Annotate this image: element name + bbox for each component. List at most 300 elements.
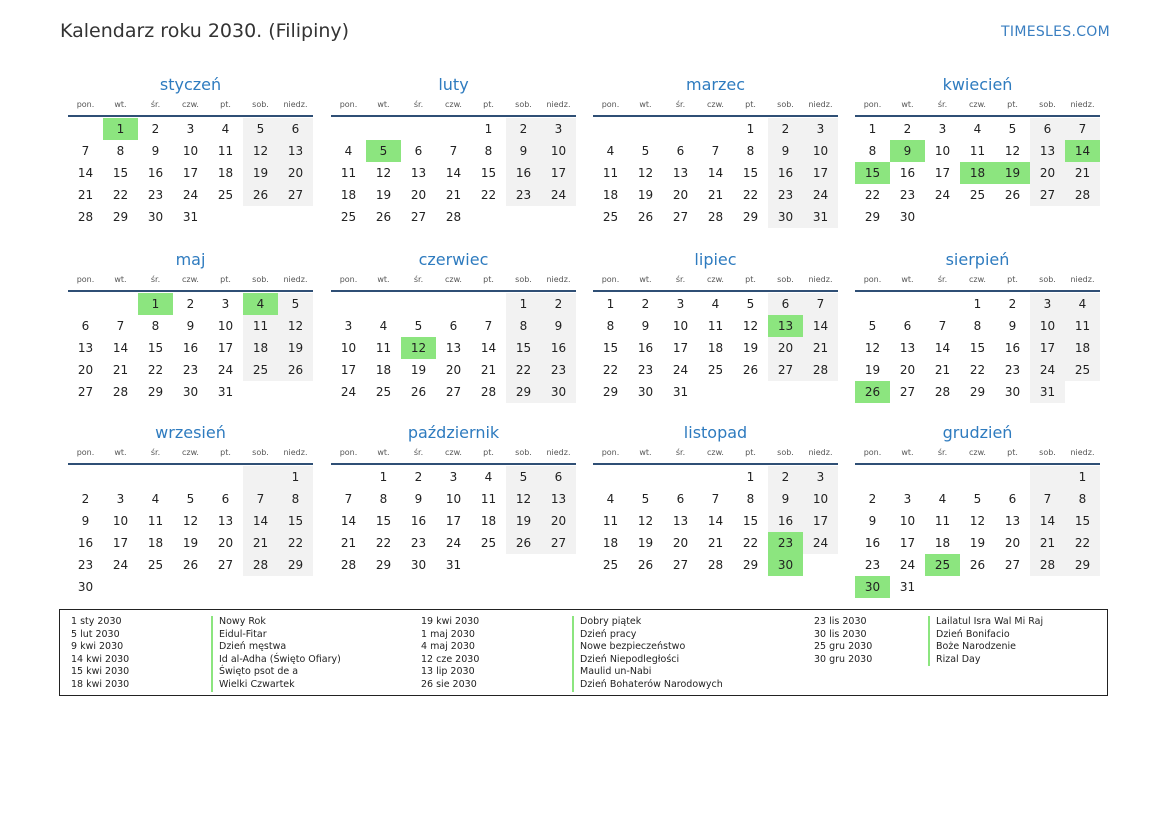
day-cell: 4	[379, 319, 388, 333]
day-cell: 24	[541, 184, 576, 206]
month-5	[68, 246, 313, 403]
holiday-date: 12 cze 2030	[421, 653, 480, 665]
weekday-label: pon.	[601, 275, 620, 284]
empty-cell	[68, 466, 103, 488]
weekday-label: czw.	[707, 100, 724, 109]
day-cell: 19	[243, 162, 278, 184]
day-cell: 15	[602, 341, 619, 355]
weekday-header	[593, 447, 838, 465]
month-2	[331, 71, 576, 228]
day-cell: 24	[803, 532, 838, 554]
day-cell: 7	[81, 144, 90, 158]
day-cell: 1	[379, 470, 388, 484]
weekday-label: niedz.	[546, 100, 571, 109]
empty-cell	[401, 118, 436, 140]
weekday-label: śr.	[937, 100, 948, 109]
day-cell: 15	[742, 166, 759, 180]
month-9	[68, 419, 313, 598]
holiday-date: 19 kwi 2030	[421, 616, 480, 627]
weekday-label: wt.	[901, 448, 914, 457]
empty-cell	[1030, 466, 1065, 488]
day-cell: 19	[637, 188, 654, 202]
holiday-date: 5 lut 2030	[71, 628, 120, 640]
day-cell: 25	[969, 188, 986, 202]
month-4	[855, 71, 1100, 228]
day-cell: 22	[742, 536, 759, 550]
empty-cell	[173, 466, 208, 488]
day-cell: 27	[768, 359, 803, 381]
day-cell: 10	[217, 319, 234, 333]
day-cell: 12	[969, 514, 986, 528]
day-cell: 20	[410, 188, 427, 202]
day-cell: 21	[445, 188, 462, 202]
month-name: lipiec	[694, 250, 737, 269]
day-cell: 24	[803, 184, 838, 206]
day-cell: 5	[243, 118, 278, 140]
day-cell: 15	[969, 341, 986, 355]
day-cell: 11	[969, 144, 986, 158]
weekday-label: niedz.	[283, 100, 308, 109]
empty-cell	[366, 118, 401, 140]
day-cell: 21	[1030, 532, 1065, 554]
weekday-label: pt.	[220, 448, 231, 457]
day-cell: 21	[707, 188, 724, 202]
weekday-label: sob.	[1039, 448, 1056, 457]
day-cell: 15	[375, 514, 392, 528]
day-cell: 29	[742, 210, 759, 224]
day-cell: 8	[746, 144, 755, 158]
weekday-label: wt.	[639, 448, 652, 457]
day-cell: 17	[541, 162, 576, 184]
day-cell: 4	[711, 297, 720, 311]
month-name: luty	[438, 75, 469, 94]
day-cell: 13	[899, 341, 916, 355]
empty-cell	[331, 466, 366, 488]
weekday-label: niedz.	[283, 448, 308, 457]
day-cell: 16	[77, 536, 94, 550]
day-cell: 7	[344, 492, 353, 506]
month-name: wrzesień	[155, 423, 226, 442]
day-cell: 22	[480, 188, 497, 202]
day-cell: 2	[903, 122, 912, 136]
day-cell: 4	[938, 492, 947, 506]
empty-cell	[208, 576, 243, 598]
empty-cell	[68, 118, 103, 140]
day-cell: 30	[637, 385, 654, 399]
day-cell: 17	[672, 341, 689, 355]
day-cell: 25	[480, 536, 497, 550]
day-cell: 19	[995, 162, 1030, 184]
day-cell: 9	[81, 514, 90, 528]
day-cell: 17	[803, 510, 838, 532]
day-cell: 12	[401, 337, 436, 359]
month-name: kwiecień	[942, 75, 1013, 94]
day-cell: 5	[1008, 122, 1017, 136]
day-cell: 11	[602, 514, 619, 528]
day-cell: 14	[445, 166, 462, 180]
day-cell: 7	[938, 319, 947, 333]
day-cell: 5	[973, 492, 982, 506]
day-cell: 27	[1004, 558, 1021, 572]
day-cell: 22	[742, 188, 759, 202]
day-cell: 25	[243, 359, 278, 381]
day-cell: 9	[414, 492, 423, 506]
day-cell: 25	[602, 558, 619, 572]
weekday-header	[593, 99, 838, 117]
day-cell: 6	[221, 492, 230, 506]
page-title: Kalendarz roku 2030. (Filipiny)	[60, 20, 350, 42]
weekday-label: sob.	[777, 275, 794, 284]
day-cell: 21	[243, 532, 278, 554]
weekday-label: śr.	[413, 100, 424, 109]
weekday-label: pon.	[339, 448, 358, 457]
day-cell: 5	[278, 293, 313, 315]
day-cell: 5	[641, 144, 650, 158]
day-cell: 31	[445, 558, 462, 572]
day-cell: 14	[707, 514, 724, 528]
day-cell: 10	[445, 492, 462, 506]
day-cell: 31	[1030, 381, 1065, 403]
day-cell: 19	[410, 363, 427, 377]
month-1	[68, 71, 313, 228]
day-cell: 12	[278, 315, 313, 337]
day-cell: 4	[151, 492, 160, 506]
empty-cell	[890, 466, 925, 488]
day-cell: 8	[116, 144, 125, 158]
day-cell: 2	[506, 118, 541, 140]
day-cell: 20	[541, 510, 576, 532]
day-grid	[593, 293, 838, 403]
empty-cell	[208, 206, 243, 228]
day-cell: 7	[116, 319, 125, 333]
day-grid	[68, 466, 313, 598]
weekday-label: pt.	[220, 275, 231, 284]
day-cell: 3	[803, 118, 838, 140]
day-cell: 15	[742, 514, 759, 528]
day-cell: 28	[707, 210, 724, 224]
day-cell: 6	[81, 319, 90, 333]
day-cell: 6	[278, 118, 313, 140]
day-cell: 10	[803, 140, 838, 162]
day-cell: 1	[484, 122, 493, 136]
day-cell: 20	[1004, 536, 1021, 550]
day-cell: 30	[855, 576, 890, 598]
holiday-name: Dzień Bohaterów Narodowych	[580, 678, 723, 690]
weekday-label: wt.	[114, 275, 127, 284]
day-cell: 6	[903, 319, 912, 333]
day-cell: 23	[147, 188, 164, 202]
day-cell: 12	[742, 319, 759, 333]
day-cell: 30	[147, 210, 164, 224]
weekday-label: śr.	[413, 448, 424, 457]
weekday-label: czw.	[445, 448, 462, 457]
day-cell: 19	[969, 536, 986, 550]
day-cell: 29	[742, 558, 759, 572]
weekday-label: pon.	[339, 100, 358, 109]
empty-cell	[278, 206, 313, 228]
day-cell: 27	[899, 385, 916, 399]
weekday-header	[68, 447, 313, 465]
day-cell: 7	[711, 144, 720, 158]
holiday-date: 4 maj 2030	[421, 641, 475, 653]
day-cell: 11	[602, 166, 619, 180]
holiday-name: Rizal Day	[936, 653, 981, 665]
empty-cell	[103, 576, 138, 598]
empty-cell	[208, 466, 243, 488]
weekday-label: śr.	[150, 275, 161, 284]
day-cell: 9	[868, 514, 877, 528]
day-cell: 24	[112, 558, 129, 572]
day-cell: 2	[1008, 297, 1017, 311]
day-cell: 11	[217, 144, 234, 158]
day-cell: 26	[1004, 188, 1021, 202]
day-cell: 27	[672, 558, 689, 572]
day-cell: 15	[278, 510, 313, 532]
empty-cell	[401, 293, 436, 315]
day-cell: 20	[672, 188, 689, 202]
day-cell: 29	[506, 381, 541, 403]
weekday-header	[68, 99, 313, 117]
empty-cell	[995, 206, 1030, 228]
month-12	[855, 419, 1100, 598]
day-cell: 1	[1065, 466, 1100, 488]
weekday-header	[331, 447, 576, 465]
day-cell: 3	[541, 118, 576, 140]
weekday-label: pon.	[863, 448, 882, 457]
day-cell: 28	[1030, 554, 1065, 576]
day-cell: 1	[506, 293, 541, 315]
day-cell: 7	[484, 319, 493, 333]
month-name: październik	[407, 423, 500, 442]
day-cell: 30	[768, 554, 803, 576]
day-cell: 11	[375, 341, 392, 355]
day-cell: 29	[375, 558, 392, 572]
day-cell: 3	[803, 466, 838, 488]
weekday-header	[855, 99, 1100, 117]
day-cell: 19	[182, 536, 199, 550]
day-cell: 2	[768, 118, 803, 140]
month-8	[855, 246, 1100, 403]
day-cell: 26	[637, 210, 654, 224]
holiday-name: Eidul-Fitar	[219, 628, 267, 640]
day-cell: 8	[506, 315, 541, 337]
weekday-label: sob.	[1039, 275, 1056, 284]
day-cell: 16	[506, 162, 541, 184]
day-cell: 26	[410, 385, 427, 399]
empty-cell	[1030, 206, 1065, 228]
weekday-label: pt.	[1007, 100, 1018, 109]
day-cell: 28	[1065, 184, 1100, 206]
day-cell: 1	[138, 293, 173, 315]
day-cell: 3	[186, 122, 195, 136]
empty-cell	[541, 554, 576, 576]
day-cell: 21	[803, 337, 838, 359]
day-cell: 27	[445, 385, 462, 399]
day-cell: 26	[855, 381, 890, 403]
weekday-label: czw.	[182, 275, 199, 284]
weekday-label: śr.	[937, 448, 948, 457]
day-cell: 13	[672, 166, 689, 180]
day-cell: 23	[541, 359, 576, 381]
weekday-label: niedz.	[1070, 275, 1095, 284]
day-cell: 30	[541, 381, 576, 403]
day-cell: 20	[899, 363, 916, 377]
weekday-label: wt.	[901, 100, 914, 109]
day-cell: 29	[147, 385, 164, 399]
month-name: czerwiec	[418, 250, 489, 269]
day-cell: 31	[182, 210, 199, 224]
holiday-dates-col-3	[814, 616, 872, 666]
empty-cell	[925, 466, 960, 488]
day-grid	[331, 293, 576, 403]
day-cell: 20	[217, 536, 234, 550]
day-cell: 21	[1065, 162, 1100, 184]
day-cell: 19	[375, 188, 392, 202]
weekday-label: sob.	[777, 100, 794, 109]
day-cell: 22	[864, 188, 881, 202]
day-cell: 27	[217, 558, 234, 572]
month-name: styczeń	[159, 75, 222, 94]
day-cell: 29	[1065, 554, 1100, 576]
empty-cell	[663, 466, 698, 488]
brand-link[interactable]: TIMESLES.COM	[1001, 24, 1110, 40]
empty-cell	[698, 118, 733, 140]
holiday-name: Dzień Bonifacio	[936, 628, 1010, 640]
weekday-label: pt.	[1007, 448, 1018, 457]
weekday-label: wt.	[377, 100, 390, 109]
weekday-label: wt.	[639, 100, 652, 109]
day-cell: 7	[1030, 488, 1065, 510]
weekday-label: czw.	[707, 448, 724, 457]
weekday-label: wt.	[377, 448, 390, 457]
day-cell: 3	[903, 492, 912, 506]
empty-cell	[663, 118, 698, 140]
day-cell: 17	[445, 514, 462, 528]
day-cell: 12	[637, 166, 654, 180]
weekday-label: niedz.	[546, 448, 571, 457]
day-cell: 22	[969, 363, 986, 377]
day-cell: 19	[278, 337, 313, 359]
empty-cell	[506, 554, 541, 576]
empty-cell	[243, 381, 278, 403]
weekday-label: pt.	[483, 448, 494, 457]
day-cell: 30	[77, 580, 94, 594]
day-cell: 25	[602, 210, 619, 224]
empty-cell	[855, 466, 890, 488]
day-cell: 21	[707, 536, 724, 550]
day-cell: 22	[602, 363, 619, 377]
day-grid	[855, 118, 1100, 228]
day-cell: 9	[541, 315, 576, 337]
day-grid	[68, 293, 313, 403]
month-name: sierpień	[945, 250, 1010, 269]
weekday-label: śr.	[675, 448, 686, 457]
day-grid	[331, 118, 576, 228]
day-cell: 18	[602, 536, 619, 550]
day-cell: 25	[1065, 359, 1100, 381]
empty-cell	[506, 206, 541, 228]
day-cell: 20	[278, 162, 313, 184]
day-cell: 8	[1065, 488, 1100, 510]
weekday-label: sob.	[515, 275, 532, 284]
day-cell: 30	[182, 385, 199, 399]
empty-cell	[103, 293, 138, 315]
day-cell: 1	[606, 297, 615, 311]
day-cell: 4	[243, 293, 278, 315]
day-cell: 24	[182, 188, 199, 202]
empty-cell	[628, 466, 663, 488]
month-name: listopad	[683, 423, 748, 442]
day-cell: 22	[147, 363, 164, 377]
weekday-label: wt.	[114, 448, 127, 457]
day-cell: 1	[746, 470, 755, 484]
day-cell: 18	[602, 188, 619, 202]
day-cell: 24	[899, 558, 916, 572]
day-cell: 2	[151, 122, 160, 136]
day-cell: 28	[77, 210, 94, 224]
empty-cell	[278, 576, 313, 598]
day-cell: 14	[480, 341, 497, 355]
empty-cell	[733, 381, 768, 403]
day-cell: 17	[803, 162, 838, 184]
holiday-date: 30 lis 2030	[814, 628, 867, 640]
day-cell: 24	[672, 363, 689, 377]
weekday-label: pon.	[601, 448, 620, 457]
empty-cell	[436, 293, 471, 315]
day-cell: 27	[77, 385, 94, 399]
holiday-name: Dzień pracy	[580, 628, 637, 640]
empty-cell	[1065, 381, 1100, 403]
day-cell: 27	[1030, 184, 1065, 206]
day-cell: 26	[278, 359, 313, 381]
empty-cell	[436, 118, 471, 140]
empty-cell	[628, 118, 663, 140]
day-cell: 5	[746, 297, 755, 311]
month-3	[593, 71, 838, 228]
day-cell: 3	[344, 319, 353, 333]
day-cell: 25	[707, 363, 724, 377]
day-cell: 11	[480, 492, 497, 506]
day-cell: 28	[480, 385, 497, 399]
day-cell: 16	[147, 166, 164, 180]
day-cell: 10	[340, 341, 357, 355]
weekday-label: czw.	[182, 448, 199, 457]
month-name: maj	[175, 250, 206, 269]
weekday-label: pon.	[76, 275, 95, 284]
day-cell: 2	[868, 492, 877, 506]
empty-cell	[698, 466, 733, 488]
day-cell: 24	[934, 188, 951, 202]
empty-cell	[138, 466, 173, 488]
day-cell: 17	[217, 341, 234, 355]
day-cell: 18	[147, 536, 164, 550]
weekday-label: pt.	[483, 100, 494, 109]
day-cell: 6	[541, 466, 576, 488]
empty-cell	[1065, 576, 1100, 598]
day-cell: 14	[1030, 510, 1065, 532]
day-cell: 2	[541, 293, 576, 315]
day-cell: 26	[506, 532, 541, 554]
empty-cell	[960, 576, 995, 598]
holiday-name: Nowe bezpieczeństwo	[580, 641, 686, 653]
holiday-date: 1 sty 2030	[71, 616, 122, 627]
empty-cell	[925, 206, 960, 228]
day-cell: 26	[742, 363, 759, 377]
holiday-date: 18 kwi 2030	[71, 678, 130, 690]
day-cell: 20	[672, 536, 689, 550]
day-cell: 2	[81, 492, 90, 506]
day-cell: 12	[637, 514, 654, 528]
